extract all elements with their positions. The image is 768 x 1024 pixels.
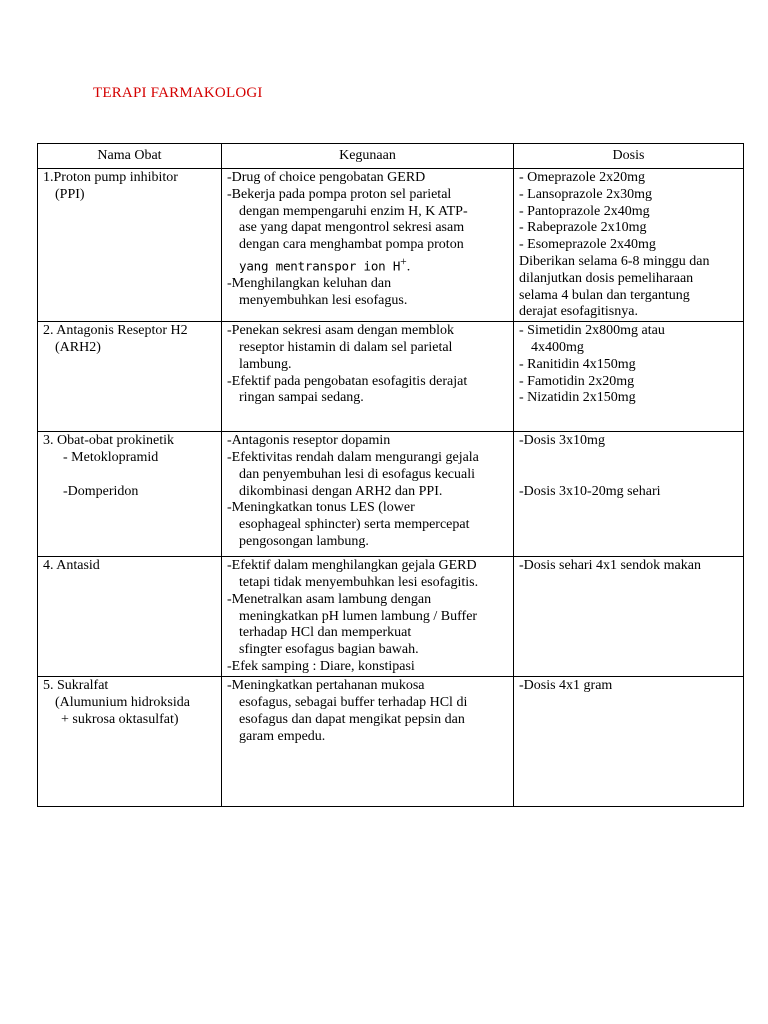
use-line: -Efektif dalam menghilangkan gejala GERD (227, 558, 477, 574)
dose-line: Diberikan selama 6-8 minggu dan (519, 253, 710, 269)
use-line: pengosongan lambung. (239, 533, 369, 549)
dose-line: - Esomeprazole 2x40mg (519, 237, 656, 253)
spacer (519, 467, 739, 484)
use-line: terhadap HCl dan memperkuat (239, 625, 412, 641)
use-line: dan penyembuhan lesi di esofagus kecuali (239, 466, 475, 482)
dose-line: - Simetidin 2x800mg atau (519, 323, 665, 339)
use-line: dengan mempengaruhi enzim H, K ATP- (239, 203, 468, 219)
drug-name: 4. Antasid (43, 558, 100, 574)
header-dosis: Dosis (514, 144, 744, 169)
use-line: esophageal sphincter) serta mempercepat (239, 517, 470, 533)
use-line: reseptor histamin di dalam sel parietal (239, 339, 453, 355)
drug-name: 5. Sukralfat (43, 678, 109, 694)
use-line: sfingter esofagus bagian bawah. (239, 642, 419, 658)
header-nama-obat: Nama Obat (38, 144, 222, 169)
use-line: ringan sampai sedang. (239, 390, 364, 406)
use-line: -Meningkatkan tonus LES (lower (227, 500, 415, 516)
use-line: dikombinasi dengan ARH2 dan PPI. (239, 483, 443, 499)
drug-name: 3. Obat-obat prokinetik (43, 433, 175, 449)
table-row-sukralfat (38, 677, 744, 807)
use-line: -Menghilangkan keluhan dan (227, 276, 392, 292)
drug-subname: (ARH2) (55, 339, 101, 355)
use-line: garam empedu. (239, 728, 326, 744)
dose-line: - Omeprazole 2x20mg (519, 170, 645, 185)
spacer (43, 467, 217, 484)
table-row-ppi (38, 169, 744, 322)
drug-subname: - Metoklopramid (63, 449, 159, 465)
dose-line: derajat esofagitisnya. (519, 304, 638, 320)
cell-nama-obat (38, 677, 222, 807)
use-line: -Efektif pada pengobatan esofagitis derajat (227, 373, 468, 389)
dose-line: - Lansoprazole 2x30mg (519, 186, 652, 202)
drug-subname: -Domperidon (63, 483, 139, 499)
dose-line: -Dosis 3x10-20mg sehari (519, 483, 661, 499)
cell-kegunaan (222, 557, 514, 677)
table-row-arh2 (38, 322, 744, 432)
cell-kegunaan (222, 169, 514, 322)
superscript-plus: + (400, 254, 407, 268)
dose-line: -Dosis 4x1 gram (519, 678, 613, 694)
dose-line: - Ranitidin 4x150mg (519, 356, 636, 372)
dose-line: - Famotidin 2x20mg (519, 373, 635, 389)
use-line: menyembuhkan lesi esofagus. (239, 293, 408, 309)
cell-dosis (514, 169, 744, 322)
dose-line: - Rabeprazole 2x10mg (519, 220, 647, 236)
cell-nama-obat (38, 432, 222, 557)
use-line: dengan cara menghambat pompa proton (239, 237, 464, 253)
cell-kegunaan (222, 322, 514, 432)
dose-line: - Pantoprazole 2x40mg (519, 203, 650, 219)
dose-line: dilanjutkan dosis pemeliharaan (519, 270, 694, 286)
drug-subname: + sukrosa oktasulfat) (61, 711, 179, 727)
use-line: -Efek samping : Diare, konstipasi (227, 658, 415, 674)
therapy-table (37, 143, 744, 807)
cell-nama-obat (38, 169, 222, 322)
use-line: -Menetralkan asam lambung dengan (227, 591, 432, 607)
use-line: -Meningkatkan pertahanan mukosa (227, 678, 425, 694)
drug-name: 1.Proton pump inhibitor (43, 170, 178, 185)
header-kegunaan: Kegunaan (222, 144, 514, 169)
drug-subname: (PPI) (55, 186, 85, 202)
use-line: -Penekan sekresi asam dengan memblok (227, 323, 455, 339)
use-line: ase yang dapat mengontrol sekresi asam (239, 220, 465, 236)
use-line: meningkatkan pH lumen lambung / Buffer (239, 608, 478, 624)
use-line: -Drug of choice pengobatan GERD (227, 170, 426, 185)
cell-kegunaan (222, 432, 514, 557)
use-line: tetapi tidak menyembuhkan lesi esofagitis. (239, 574, 479, 590)
table-row-antasid (38, 557, 744, 677)
table-header-row (38, 144, 744, 169)
page-title: TERAPI FARMAKOLOGI (93, 85, 263, 101)
use-line-mono: yang mentranspor ion H (239, 258, 401, 274)
use-line: -Antagonis reseptor dopamin (227, 433, 391, 449)
use-line (227, 254, 509, 276)
dose-line: selama 4 bulan dan tergantung (519, 287, 690, 303)
cell-dosis (514, 322, 744, 432)
drug-subname: (Alumunium hidroksida (55, 694, 190, 710)
cell-dosis (514, 677, 744, 807)
cell-dosis (514, 557, 744, 677)
dose-line: - Nizatidin 2x150mg (519, 390, 636, 406)
drug-name: 2. Antagonis Reseptor H2 (43, 323, 188, 339)
cell-nama-obat (38, 557, 222, 677)
cell-nama-obat (38, 322, 222, 432)
spacer (519, 450, 739, 467)
table-row-prokinetik (38, 432, 744, 557)
dose-line: -Dosis 3x10mg (519, 433, 605, 449)
period: . (406, 259, 411, 275)
use-line: lambung. (239, 356, 292, 372)
dose-line: 4x400mg (531, 339, 584, 355)
cell-kegunaan (222, 677, 514, 807)
use-line: -Efektivitas rendah dalam mengurangi gejala (227, 449, 479, 465)
use-line: -Bekerja pada pompa proton sel parietal (227, 186, 452, 202)
cell-dosis (514, 432, 744, 557)
use-line: esofagus, sebagai buffer terhadap HCl di (239, 694, 468, 710)
dose-line: -Dosis sehari 4x1 sendok makan (519, 558, 701, 574)
use-line: esofagus dan dapat mengikat pepsin dan (239, 711, 465, 727)
